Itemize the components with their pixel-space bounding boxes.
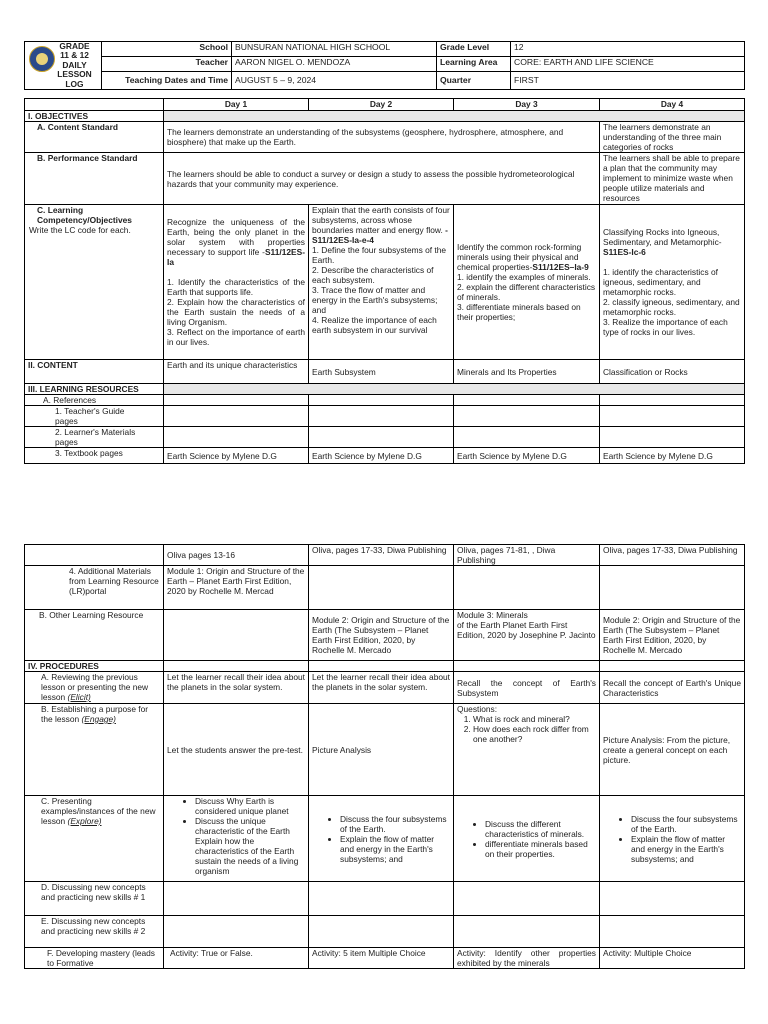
purpose-label-phase: (Engage) <box>81 714 116 724</box>
competency-day2 <box>309 205 454 360</box>
competency-day3 <box>454 205 600 360</box>
content-day1: Earth and its unique characteristics <box>164 360 309 384</box>
lm-day4 <box>600 427 745 448</box>
teachers-guide-label: 1. Teacher's Guide pages <box>25 406 164 427</box>
discussing1-day1 <box>164 882 309 916</box>
discussing2-label: E. Discussing new concepts and practicing new skills # 2 <box>25 916 164 948</box>
quarter-value: FIRST <box>511 72 745 90</box>
resources-fill <box>164 384 745 395</box>
header-table <box>24 41 745 90</box>
pages-day1: Oliva pages 13-16 <box>164 545 309 566</box>
lm-day1 <box>164 427 309 448</box>
additional-day2 <box>309 566 454 610</box>
content-standard-day4: The learners demonstrate an understanding of the three main categories of rocks <box>600 122 745 153</box>
discussing1-day4 <box>600 882 745 916</box>
presenting-day1-item: • Discuss Why Earth is considered unique planet <box>195 796 305 816</box>
competency-day1-list: 1. Identify the characteristics of the Earth that supports life. 2. Explain how the characteristics of the Earth sustain the needs of a living Organism. 3. Reflect on the importance of earth in our lives. <box>167 277 305 347</box>
presenting-label <box>25 796 164 882</box>
presenting-day4 <box>600 796 745 882</box>
lesson-table-page1 <box>24 98 745 464</box>
purpose-day1: Let the students answer the pre-test. <box>164 704 309 796</box>
review-label-text: A. Reviewing the previous lesson or presenting the new lesson <box>41 672 149 702</box>
review-day1: Let the learner recall their idea about the planets in the solar system. <box>164 672 309 704</box>
procedures-day4 <box>600 661 745 672</box>
presenting-day3-item: • Discuss the different characteristics of minerals. <box>485 819 596 839</box>
school-label: School <box>102 42 232 57</box>
learning-area-label: Learning Area <box>437 57 511 72</box>
grade-level-value: 12 <box>511 42 745 57</box>
references-day1 <box>164 395 309 406</box>
purpose-label <box>25 704 164 796</box>
discussing2-day2 <box>309 916 454 948</box>
references-day4 <box>600 395 745 406</box>
other-day4: Module 2: Origin and Structure of the Earth (The Subsystem – Planet Earth First Edition, 2020, by Rochelle M. Mercado <box>600 610 745 661</box>
textbook-day4: Earth Science by Mylene D.G <box>600 448 745 464</box>
day-header: Day 4 <box>600 99 745 111</box>
procedures-day2 <box>309 661 454 672</box>
content-day2: Earth Subsystem <box>309 360 454 384</box>
discussing1-day3 <box>454 882 600 916</box>
presenting-day1-item: • Discuss the unique characteristic of the Earth Explain how the characteristics of the Earth sustain the needs of a living organism <box>195 816 305 876</box>
corner-cell <box>25 99 164 111</box>
presenting-day1 <box>164 796 309 882</box>
pages-day3: Oliva, pages 71-81, , Diwa Publishing <box>454 545 600 566</box>
competency-day2-code: -S11/12ES-Ia-e-4 <box>312 225 448 245</box>
presenting-day2-item: • Explain the flow of matter and energy in the Earth's subsystems; and <box>340 834 450 864</box>
discussing1-label: D. Discussing new concepts and practicing new skills # 1 <box>25 882 164 916</box>
references-day3 <box>454 395 600 406</box>
textbook-label: 3. Textbook pages <box>25 448 164 464</box>
purpose-day3-q1: 1. What is rock and mineral? <box>473 714 596 724</box>
discussing2-day4 <box>600 916 745 948</box>
competency-day4-code: S11ES-Ic-6 <box>603 247 646 257</box>
purpose-label-text: B. Establishing a purpose for the lesson <box>41 704 149 724</box>
competency-day4 <box>600 205 745 360</box>
competency-day1-intro: Recognize the uniqueness of the Earth, being the only planet in the solar system with properties necessary to support life - <box>167 217 305 257</box>
presenting-day3-item: • differentiate minerals based on their properties. <box>485 839 596 859</box>
mastery-day3: Activity: Identify other properties exhibited by the minerals <box>454 948 600 969</box>
school-value: BUNSURAN NATIONAL HIGH SCHOOL <box>232 42 437 57</box>
mastery-day1: Activity: True or False. <box>164 948 309 969</box>
discussing1-day2 <box>309 882 454 916</box>
other-resources-label: B. Other Learning Resource <box>25 610 164 661</box>
other-day1 <box>164 610 309 661</box>
mastery-label: F. Developing mastery (leads to Formative <box>25 948 164 969</box>
tg-day3 <box>454 406 600 427</box>
resources-label: III. LEARNING RESOURCES <box>25 384 164 395</box>
mastery-day4: Activity: Multiple Choice <box>600 948 745 969</box>
grade-level-label: Grade Level <box>437 42 511 57</box>
discussing2-day1 <box>164 916 309 948</box>
procedures-day3 <box>454 661 600 672</box>
day-header: Day 1 <box>164 99 309 111</box>
purpose-day4: Picture Analysis: From the picture, create a general concept on each picture. <box>600 704 745 796</box>
tg-day4 <box>600 406 745 427</box>
review-day3: Recall the concept of Earth's Subsystem <box>454 672 600 704</box>
purpose-day3-title: Questions: <box>457 704 498 714</box>
competency-day2-list: 1. Define the four subsystems of the Earth. 2. Describe the characteristics of each subsystem. 3. Trace the flow of matter and energy in the Earth's subsystems; and 4. Realize the importance of each earth subsystem in our survival <box>312 245 447 335</box>
learners-materials-label: 2. Learner's Materials pages <box>25 427 164 448</box>
procedures-day1 <box>164 661 309 672</box>
other-day2: Module 2: Origin and Structure of the Earth (The Subsystem – Planet Earth First Edition, 2020, by Rochelle M. Mercado <box>309 610 454 661</box>
learning-area-value: CORE: EARTH AND LIFE SCIENCE <box>511 57 745 72</box>
competency-day3-code: S11/12ES–Ia-9 <box>532 262 589 272</box>
lesson-table-page2 <box>24 544 745 969</box>
dates-label: Teaching Dates and Time <box>102 72 232 90</box>
performance-standard-day4: The learners shall be able to prepare a plan that the community may implement to minimize waste when people utilize materials and resources <box>600 153 745 205</box>
pages-label <box>25 545 164 566</box>
lm-day2 <box>309 427 454 448</box>
competency-label-cell <box>25 205 164 360</box>
competency-day1-code: S11/12ES-Ia <box>167 247 305 267</box>
review-day4: Recall the concept of Earth's Unique Characteristics <box>600 672 745 704</box>
additional-day3 <box>454 566 600 610</box>
content-day3: Minerals and Its Properties <box>454 360 600 384</box>
objectives-label: I. OBJECTIVES <box>25 111 164 122</box>
competency-day4-intro: Classifying Rocks into Igneous, Sedimentary, and Metamorphic- <box>603 227 722 247</box>
teacher-value: AARON NIGEL O. MENDOZA <box>232 57 437 72</box>
presenting-label-phase: (Explore) <box>67 816 102 826</box>
textbook-day3: Earth Science by Mylene D.G <box>454 448 600 464</box>
competency-day3-intro: Identify the common rock-forming minerals using their physical and chemical properties- <box>457 242 582 272</box>
presenting-label-text: C. Presenting examples/instances of the new lesson <box>41 796 156 826</box>
day-header: Day 3 <box>454 99 600 111</box>
competency-note: Write the LC code for each. <box>29 225 131 235</box>
textbook-day1: Earth Science by Mylene D.G <box>164 448 309 464</box>
references-day2 <box>309 395 454 406</box>
grade-label: GRADE 11 & 12 DAILY LESSON LOG <box>57 41 92 89</box>
purpose-day3 <box>454 704 600 796</box>
competency-day1 <box>164 205 309 360</box>
review-label-phase: (Elicit) <box>67 692 91 702</box>
discussing2-day3 <box>454 916 600 948</box>
purpose-day3-q2: 2. How does each rock differ from one another? <box>473 724 596 744</box>
procedures-label: IV. PROCEDURES <box>25 661 164 672</box>
review-label <box>25 672 164 704</box>
mastery-day2: Activity: 5 item Multiple Choice <box>309 948 454 969</box>
textbook-day2: Earth Science by Mylene D.G <box>309 448 454 464</box>
pages-day2: Oliva, pages 17-33, Diwa Publishing <box>309 545 454 566</box>
presenting-day4-item: • Explain the flow of matter and energy in the Earth's subsystems; and <box>631 834 741 864</box>
teacher-label: Teacher <box>102 57 232 72</box>
purpose-day2: Picture Analysis <box>309 704 454 796</box>
additional-day1: Module 1: Origin and Structure of the Earth – Planet Earth First Edition, 2020 by Rochelle M. Mercad <box>164 566 309 610</box>
pages-day4: Oliva, pages 17-33, Diwa Publishing <box>600 545 745 566</box>
content-label: II. CONTENT <box>25 360 164 384</box>
content-standard-label: A. Content Standard <box>25 122 164 153</box>
performance-standard-label: B. Performance Standard <box>25 153 164 205</box>
tg-day2 <box>309 406 454 427</box>
presenting-day3 <box>454 796 600 882</box>
additional-materials-label: 4. Additional Materials from Learning Resource (LR)portal <box>25 566 164 610</box>
competency-day2-intro: Explain that the earth consists of four subsystems, across whose boundaries matter and energy flow. <box>312 205 450 235</box>
tg-day1 <box>164 406 309 427</box>
other-day3: Module 3: Minerals of the Earth Planet Earth First Edition, 2020 by Josephine P. Jacinto <box>454 610 600 661</box>
presenting-day4-item: • Discuss the four subsystems of the Earth. <box>631 814 741 834</box>
competency-day3-list: 1. identify the examples of minerals. 2. explain the different characteristics of minerals. 3. differentiate minerals based on their properties; <box>457 272 596 322</box>
competency-label: C. Learning Competency/Objectives <box>37 205 132 225</box>
grade-cell <box>25 42 102 90</box>
quarter-label: Quarter <box>437 72 511 90</box>
presenting-day2-item: • Discuss the four subsystems of the Earth. <box>340 814 450 834</box>
presenting-day2 <box>309 796 454 882</box>
dates-value: AUGUST 5 – 9, 2024 <box>232 72 437 90</box>
performance-standard-days13: The learners should be able to conduct a survey or design a study to assess the possible hydrometeorological hazards that your community may experience. <box>164 153 600 205</box>
content-day4: Classification or Rocks <box>600 360 745 384</box>
content-standard-days13: The learners demonstrate an understanding of the subsystems (geosphere, hydrosphere, atmosphere, and biosphere) that make up the Earth. <box>164 122 600 153</box>
competency-day4-list: 1. identify the characteristics of igneous, sedimentary, and metamorphic rocks. 2. classify igneous, sedimentary, and metamorphic rocks. 3. Realize the importance of each type of rocks in our lives. <box>603 267 740 337</box>
lm-day3 <box>454 427 600 448</box>
additional-day4 <box>600 566 745 610</box>
review-day2: Let the learner recall their idea about the planets in the solar system. <box>309 672 454 704</box>
deped-seal-icon <box>29 46 55 72</box>
references-label: A. References <box>25 395 164 406</box>
objectives-fill <box>164 111 745 122</box>
day-header: Day 2 <box>309 99 454 111</box>
